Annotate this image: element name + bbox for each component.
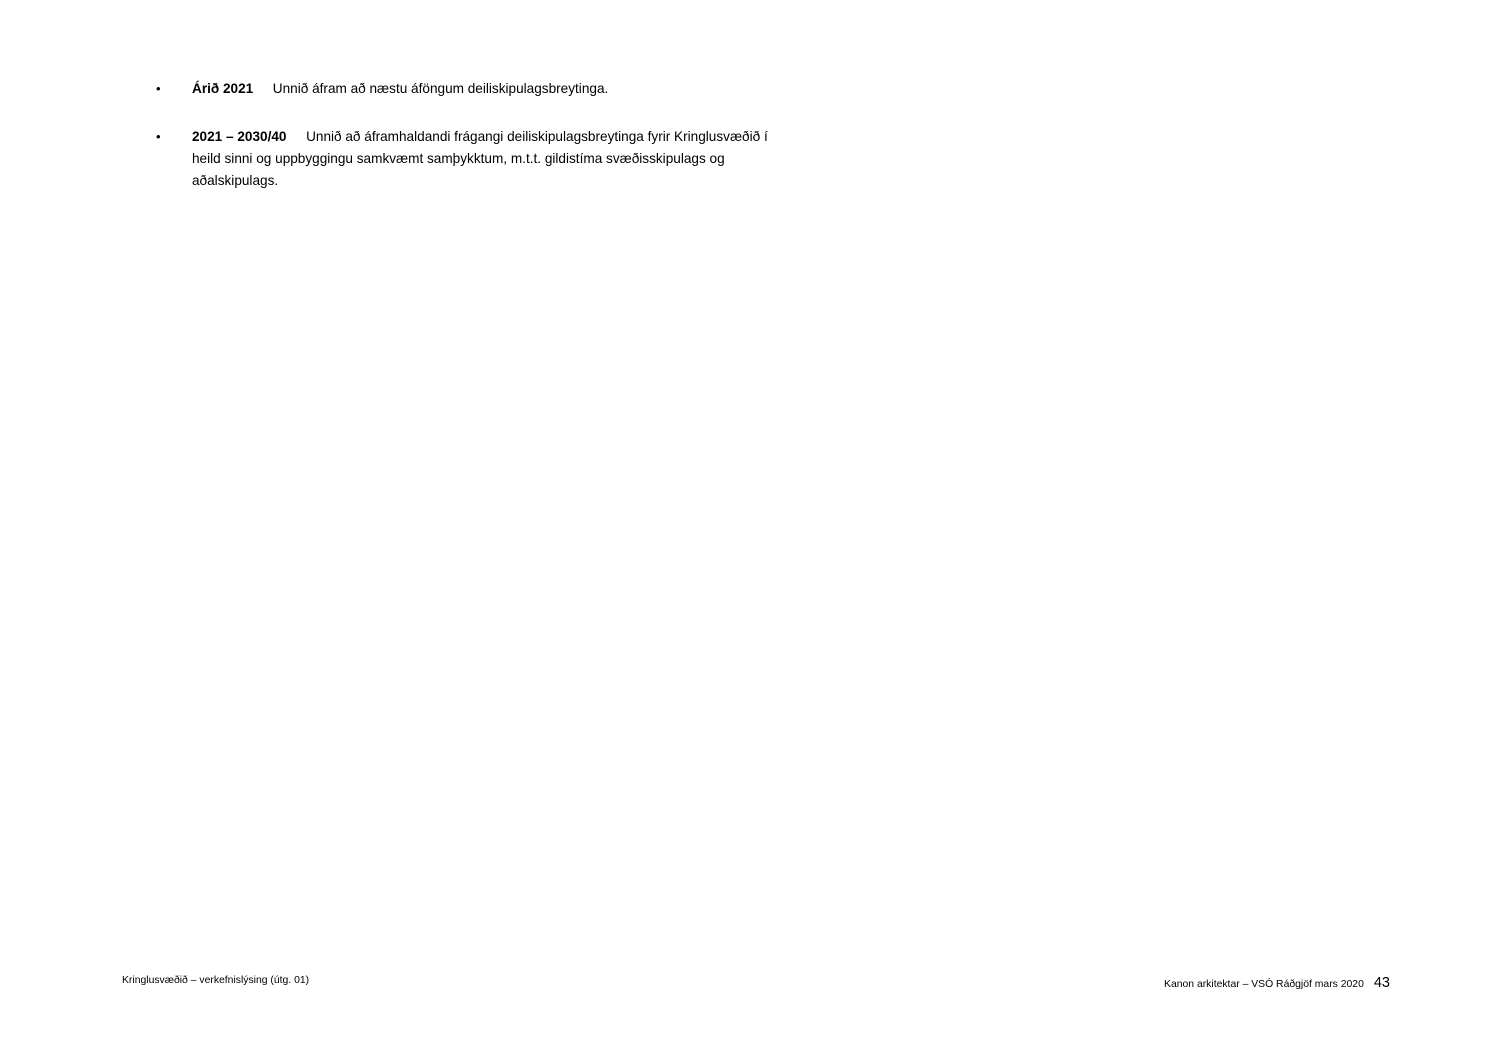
list-item-text: Unnið að áframhaldandi frágangi deiliskipulagsbreytinga fyrir Kringlusvæðið í heild sinni og uppbyggingu samkvæmt samþykktum, m.t.t. gildistíma svæðisskipulags og aðalskipulags. <box>192 129 768 189</box>
list-item <box>150 126 770 192</box>
list-item <box>150 78 770 100</box>
list-item-lead: Árið 2021 <box>192 81 254 96</box>
bullet-icon: • <box>156 81 161 96</box>
page-content <box>150 78 770 192</box>
list-item-text: Unnið áfram að næstu áföngum deiliskipulagsbreytinga. <box>272 81 609 96</box>
footer-right <box>1164 975 1390 991</box>
footer-right-text: Kanon arkitektar – VSÓ Ráðgjöf mars 2020 <box>1164 979 1364 990</box>
bullet-icon: • <box>156 129 161 145</box>
footer-left-text: Kringlusvæðið – verkefnislýsing (útg. 01) <box>122 975 310 986</box>
list-item-lead: 2021 – 2030/40 <box>192 129 287 145</box>
bullet-list <box>150 78 770 192</box>
page-number: 43 <box>1373 975 1390 991</box>
page-footer <box>0 975 1500 995</box>
